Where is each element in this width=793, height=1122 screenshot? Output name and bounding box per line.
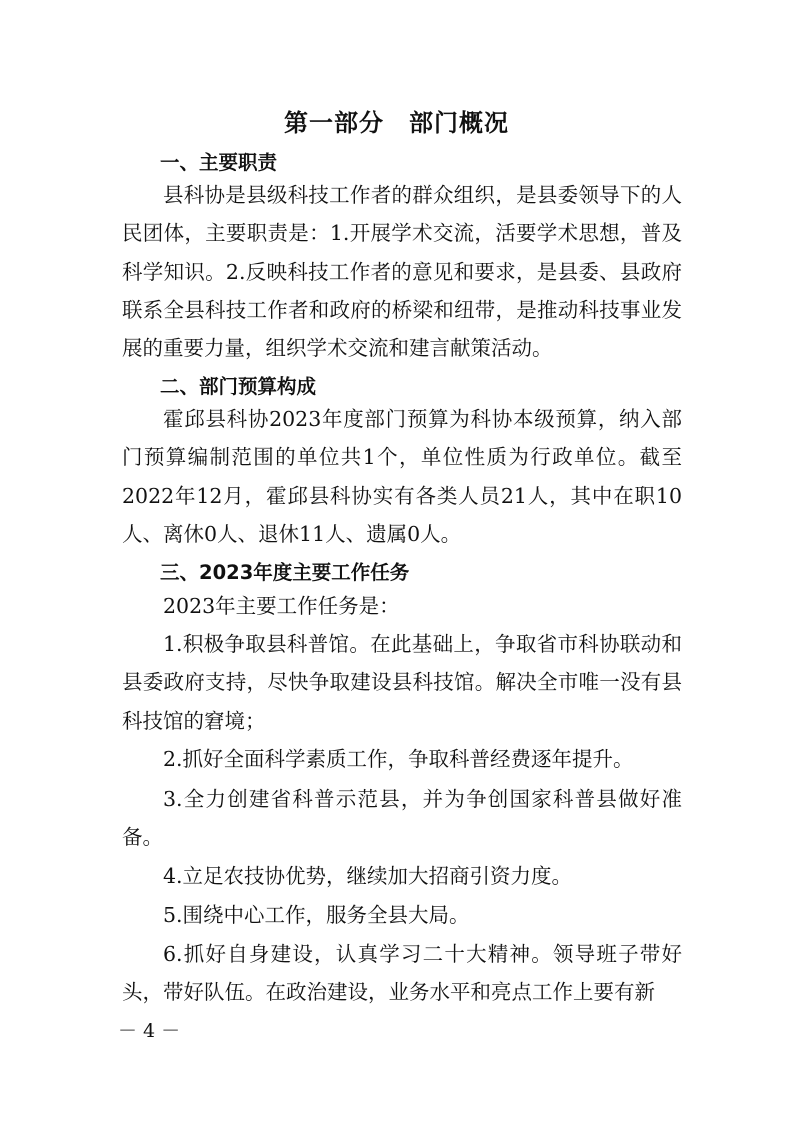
- section-heading-duties: 一、主要职责: [160, 151, 278, 174]
- task-item-1: 1.积极争取县科普馆。在此基础上，争取省市科协联动和县委政府支持，尽快争取建设县科技馆。解决全市唯一没有县科技馆的窘境；: [122, 632, 682, 733]
- duties-paragraph: 县科协是县级科技工作者的群众组织，是县委领导下的人民团体，主要职责是：1.开展学术交流，活要学术思想，普及科学知识。2.反映科技工作者的意见和要求，是县委、县政府联系全县科技工作者和政府的桥梁和纽带，是推动科技事业发展的重要力量，组织学术交流和建言献策活动。: [122, 183, 682, 361]
- task-item-3: 3.全力创建省科普示范县，并为争创国家科普县做好准备。: [122, 787, 682, 850]
- budget-paragraph: 霍邱县科协2023年度部门预算为科协本级预算，纳入部门预算编制范围的单位共1个，单位性质为行政单位。截至2022年12月，霍邱县科协实有各类人员21人，其中在职10人、离休0人、退休11人、遗属0人。: [122, 407, 682, 546]
- section-heading-budget: 二、部门预算构成: [160, 375, 317, 398]
- section-heading-tasks: 三、2023年度主要工作任务: [160, 561, 410, 584]
- tasks-intro: 2023年主要工作任务是：: [163, 594, 400, 618]
- task-item-5: 5.围绕中心工作，服务全县大局。: [163, 903, 470, 927]
- task-item-6: 6.抓好自身建设，认真学习二十大精神。领导班子带好头，带好队伍。在政治建设，业务水平和亮点工作上要有新: [122, 942, 682, 1005]
- task-item-4: 4.立足农技协优势，继续加大招商引资力度。: [163, 864, 573, 888]
- page-number: － 4 －: [118, 1020, 181, 1042]
- page-title: 第一部分 部门概况: [284, 109, 509, 137]
- task-item-2: 2.抓好全面科学素质工作，争取科普经费逐年提升。: [163, 747, 634, 771]
